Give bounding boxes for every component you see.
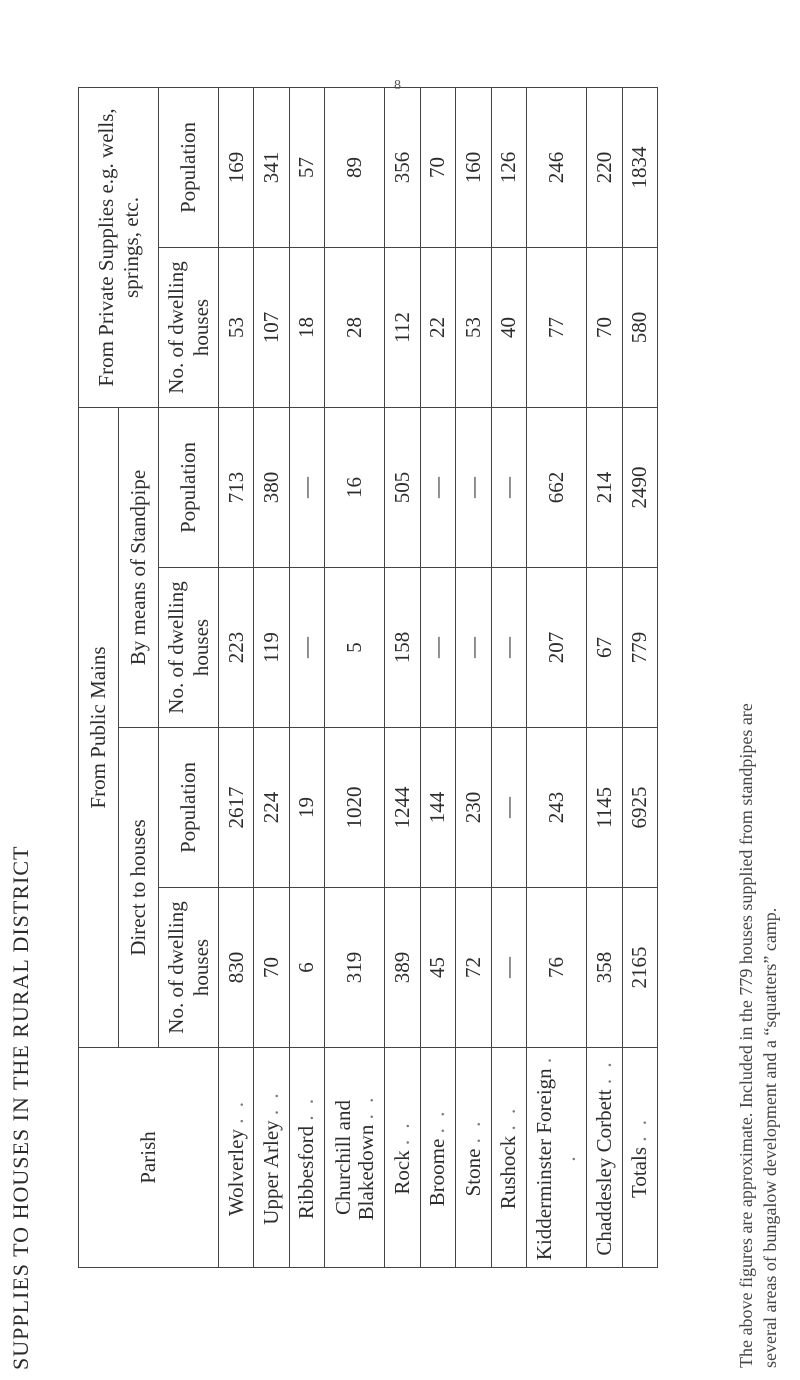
cell-stand-houses: 207: [526, 568, 586, 728]
page-title: SUPPLIES TO HOUSES IN THE RURAL DISTRICT: [8, 845, 33, 1370]
header-private-dwellings: No. of dwelling houses: [159, 248, 219, 408]
parish-label: Upper Arley: [258, 1120, 283, 1225]
cell-stand-pop: —: [491, 408, 526, 568]
cell-private-houses: 107: [254, 248, 289, 408]
parish-label: Churchill and Blakedown: [330, 1100, 378, 1221]
cell-private-houses: 53: [219, 248, 254, 408]
cell-direct-pop: —: [491, 728, 526, 888]
cell-direct-pop: 19: [289, 728, 324, 888]
cell-stand-houses: 158: [385, 568, 420, 728]
cell-stand-pop: 2490: [622, 408, 657, 568]
header-standpipe: By means of Standpipe: [119, 408, 159, 728]
table-row: [289, 87, 324, 1267]
parish-name: [526, 1048, 586, 1268]
parish-name: [325, 1048, 385, 1268]
table-row: [622, 87, 657, 1267]
cell-stand-houses: 67: [587, 568, 622, 728]
cell-direct-houses: 830: [219, 888, 254, 1048]
parish-name: [219, 1048, 254, 1268]
parish-label: Ribbesford: [294, 1125, 319, 1220]
table-row: [587, 87, 622, 1267]
cell-stand-houses: 5: [325, 568, 385, 728]
parish-name: [254, 1048, 289, 1268]
table-row: [491, 87, 526, 1267]
cell-direct-houses: 389: [385, 888, 420, 1048]
cell-private-houses: 112: [385, 248, 420, 408]
cell-private-houses: 580: [622, 248, 657, 408]
page-number: 8: [394, 78, 401, 93]
cell-private-pop: 160: [456, 87, 491, 247]
table-row: [526, 87, 586, 1267]
cell-private-houses: 70: [587, 248, 622, 408]
parish-name: [622, 1048, 657, 1268]
parish-name: [385, 1048, 420, 1268]
cell-direct-houses: 319: [325, 888, 385, 1048]
rotated-table-wrapper: [78, 88, 658, 1268]
parish-name: [420, 1048, 455, 1268]
leader-dots: . .: [496, 1105, 521, 1131]
cell-direct-pop: 224: [254, 728, 289, 888]
header-direct-dwellings: No. of dwelling houses: [159, 888, 219, 1048]
leader-dots: . .: [353, 1094, 378, 1120]
cell-stand-houses: —: [491, 568, 526, 728]
cell-stand-houses: —: [456, 568, 491, 728]
cell-private-houses: 28: [325, 248, 385, 408]
table-row: [456, 87, 491, 1267]
cell-direct-pop: 1244: [385, 728, 420, 888]
cell-stand-pop: 16: [325, 408, 385, 568]
leader-dots: . .: [627, 1116, 652, 1142]
cell-direct-houses: 358: [587, 888, 622, 1048]
cell-direct-houses: 76: [526, 888, 586, 1048]
parish-label: Chaddesley Corbett: [591, 1089, 616, 1256]
header-private-population: Population: [159, 87, 219, 247]
cell-private-pop: 169: [219, 87, 254, 247]
cell-stand-pop: —: [289, 408, 324, 568]
header-parish: Parish: [79, 1048, 219, 1268]
parish-label: Totals: [627, 1146, 652, 1199]
leader-dots: . .: [460, 1118, 485, 1144]
cell-direct-houses: 45: [420, 888, 455, 1048]
cell-stand-houses: 119: [254, 568, 289, 728]
cell-stand-pop: —: [456, 408, 491, 568]
leader-dots: . .: [425, 1108, 450, 1134]
cell-direct-pop: 144: [420, 728, 455, 888]
leader-dots: . .: [223, 1099, 248, 1124]
cell-stand-houses: 779: [622, 568, 657, 728]
cell-private-pop: 220: [587, 87, 622, 247]
header-direct-population: Population: [159, 728, 219, 888]
cell-private-pop: 356: [385, 87, 420, 247]
cell-private-houses: 77: [526, 248, 586, 408]
table-row: [325, 87, 385, 1267]
cell-private-pop: 1834: [622, 87, 657, 247]
cell-private-houses: 53: [456, 248, 491, 408]
leader-dots: . .: [294, 1095, 319, 1121]
cell-direct-houses: 2165: [622, 888, 657, 1048]
header-private-supplies: From Private Supplies e.g. wells, springs, etc.: [79, 87, 159, 407]
parish-label: Broome: [425, 1138, 450, 1207]
parish-name: [289, 1048, 324, 1268]
cell-private-pop: 126: [491, 87, 526, 247]
header-standpipe-dwellings: No. of dwelling houses: [159, 568, 219, 728]
cell-private-pop: 70: [420, 87, 455, 247]
cell-direct-houses: 70: [254, 888, 289, 1048]
cell-private-houses: 40: [491, 248, 526, 408]
cell-stand-houses: 223: [219, 568, 254, 728]
table-row: [385, 87, 420, 1267]
cell-stand-pop: 214: [587, 408, 622, 568]
cell-direct-pop: 1145: [587, 728, 622, 888]
parish-name: [456, 1048, 491, 1268]
water-supply-table: [78, 87, 658, 1268]
cell-direct-houses: —: [491, 888, 526, 1048]
table-row: [420, 87, 455, 1267]
cell-private-pop: 341: [254, 87, 289, 247]
cell-stand-houses: —: [420, 568, 455, 728]
table-row: [254, 87, 289, 1267]
leader-dots: . .: [532, 1054, 580, 1162]
parish-label: Kidderminster Foreign: [532, 1068, 557, 1261]
cell-direct-houses: 6: [289, 888, 324, 1048]
cell-direct-pop: 1020: [325, 728, 385, 888]
cell-private-pop: 246: [526, 87, 586, 247]
cell-stand-pop: 662: [526, 408, 586, 568]
cell-stand-pop: —: [420, 408, 455, 568]
cell-direct-pop: 2617: [219, 728, 254, 888]
cell-direct-pop: 6925: [622, 728, 657, 888]
cell-stand-pop: 713: [219, 408, 254, 568]
cell-direct-houses: 72: [456, 888, 491, 1048]
cell-private-pop: 57: [289, 87, 324, 247]
leader-dots: . .: [390, 1120, 415, 1146]
table-body: [219, 87, 658, 1267]
leader-dots: . .: [258, 1090, 283, 1116]
leader-dots: . .: [591, 1059, 616, 1085]
cell-private-pop: 89: [325, 87, 385, 247]
cell-direct-pop: 243: [526, 728, 586, 888]
cell-stand-pop: 380: [254, 408, 289, 568]
cell-direct-pop: 230: [456, 728, 491, 888]
parish-label: Stone: [460, 1148, 485, 1197]
parish-label: Rock: [390, 1150, 415, 1195]
cell-private-houses: 22: [420, 248, 455, 408]
parish-name: [491, 1048, 526, 1268]
header-public-mains: From Public Mains: [79, 408, 119, 1048]
header-standpipe-population: Population: [159, 408, 219, 568]
header-direct-to-houses: Direct to houses: [119, 728, 159, 1048]
cell-private-houses: 18: [289, 248, 324, 408]
parish-label: Rushock: [496, 1135, 521, 1210]
parish-label: Wolverley: [223, 1129, 248, 1216]
parish-name: [587, 1048, 622, 1268]
cell-stand-houses: —: [289, 568, 324, 728]
cell-stand-pop: 505: [385, 408, 420, 568]
table-row: [219, 87, 254, 1267]
footnote: The above figures are approximate. Included in the 779 houses supplied from standpipes are several areas of bungalow development and a “squatters” camp.: [736, 703, 781, 1368]
